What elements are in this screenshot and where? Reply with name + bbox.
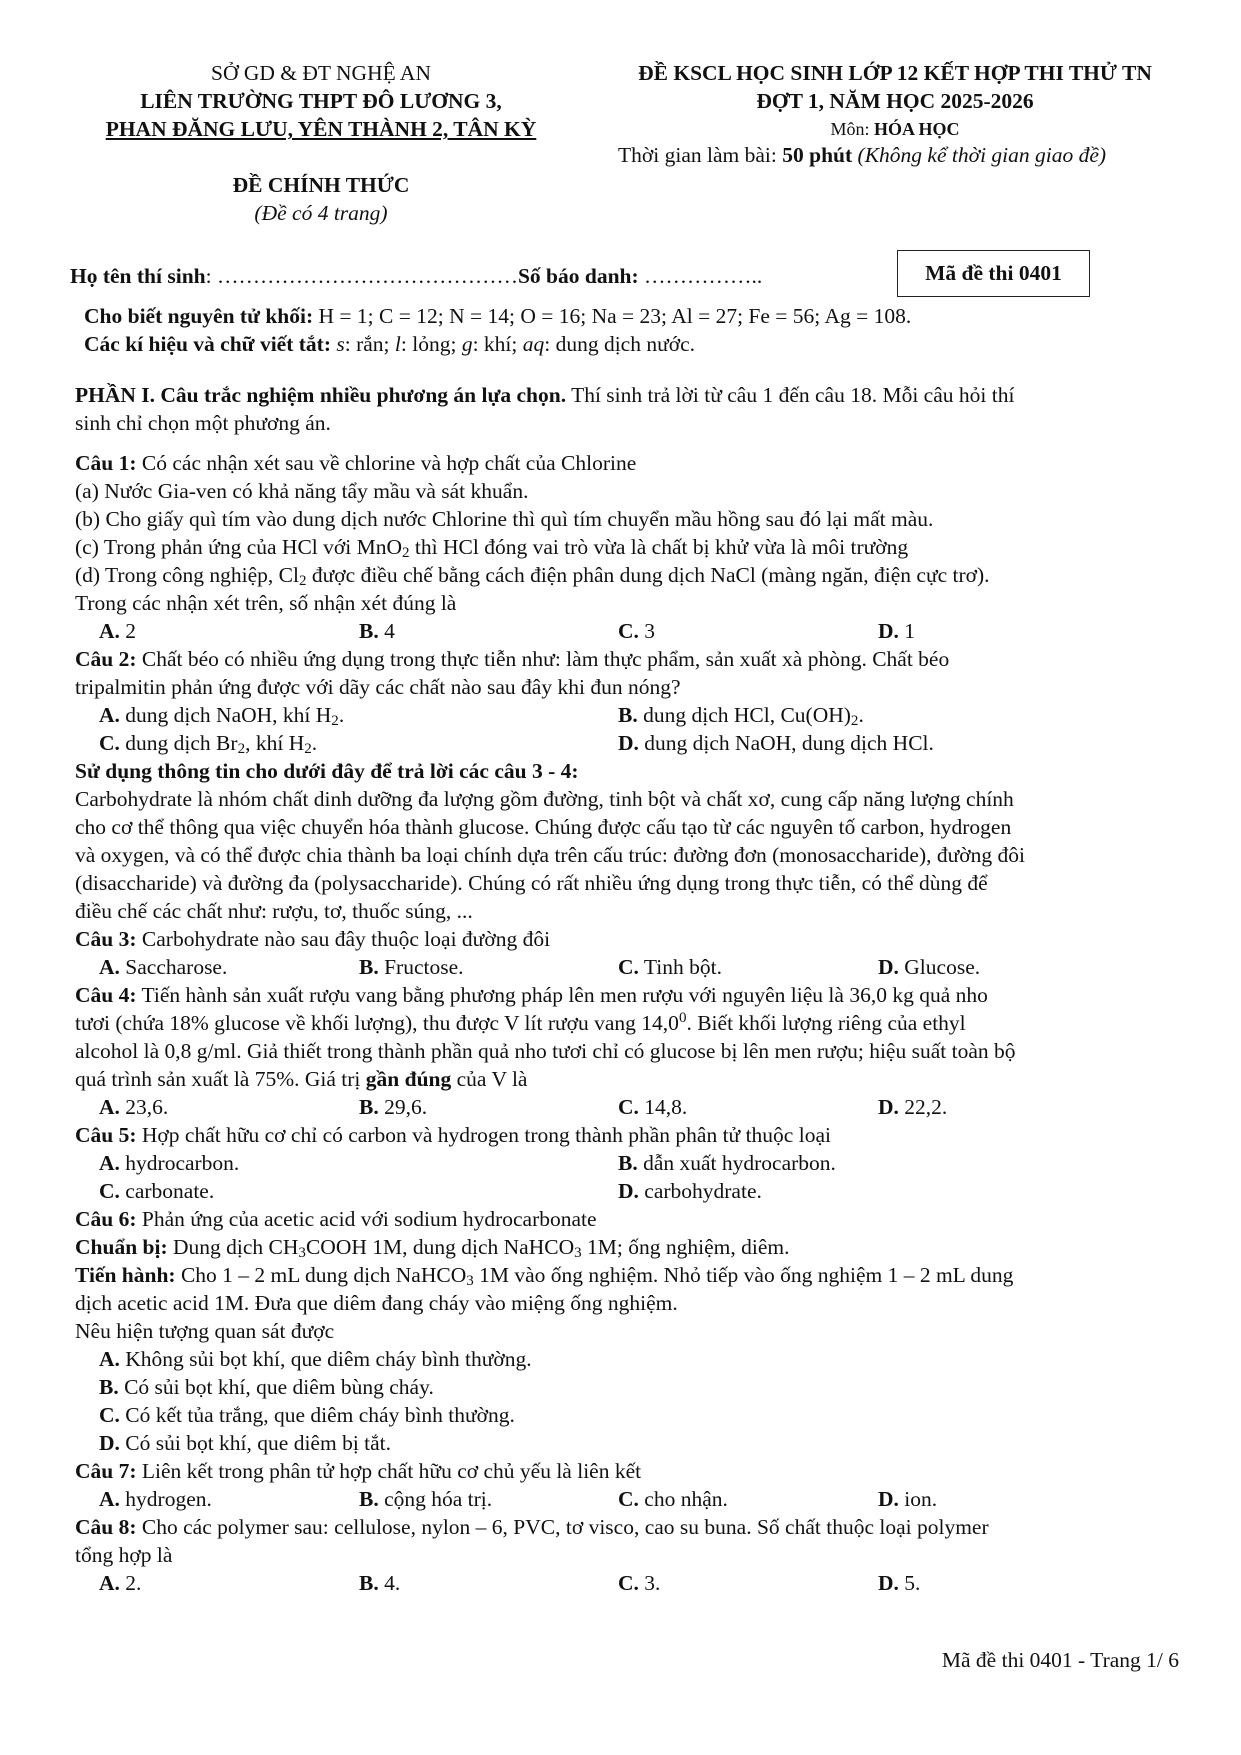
q8-option-c[interactable]: C. 3. [618,1571,661,1595]
part1-desc-2: sinh chỉ chọn một phương án. [75,411,331,435]
q3-option-b[interactable]: B. Fructose. [359,955,464,979]
q4-stem-3: alcohol là 0,8 g/ml. Giả thiết trong thành phần quả nho tươi chỉ có glucose bị lên men rượu; hiệu suất toàn bộ [75,1039,1016,1063]
atomic-mass-line [84,303,911,331]
q2-option-a[interactable]: A. dung dịch NaOH, khí $H_2$. [99,703,345,729]
q6-option-d[interactable]: D. Có sủi bọt khí, que diêm bị tắt. [99,1431,392,1455]
student-name-dots: : …………………………………… [205,264,518,288]
q1-stem: Câu 1: Có các nhận xét sau về chlorine và hợp chất của Chlorine [75,451,637,475]
q5-option-b[interactable]: B. dẫn xuất hydrocarbon. [618,1151,836,1175]
symbols-line: Các kí hiệu và chữ viết tắt: s: rắn; l: lỏng; g: khí; aq: dung dịch nước. [84,332,696,356]
q1-option-b[interactable]: B. 4 [359,619,395,643]
q2-option-d[interactable]: D. dung dịch NaOH, dung dịch HCl. [618,731,934,755]
info34-p2: cho cơ thể thông qua việc chuyển hóa thành glucose. Chúng được cấu tạo từ các nguyên tố carbon, hydrogen [75,815,1012,839]
q5-stem: Câu 5: Hợp chất hữu cơ chỉ có carbon và hydrogen trong thành phần phân tử thuộc loại [75,1123,831,1147]
q7-option-c[interactable]: C. cho nhận. [618,1487,728,1511]
q5-option-a[interactable]: A. hydrocarbon. [99,1151,240,1175]
info34-p4: (disaccharide) và đường đa (polysaccharide). Chúng có rất nhiều ứng dụng trong thực tiễn, có thể dùng để [75,871,988,895]
sbd-dots: …………….. [644,264,763,288]
q8-stem: Câu 8: Cho các polymer sau: cellulose, nylon – 6, PVC, tơ visco, cao su buna. Số chất thuộc loại polymer [75,1515,989,1539]
q1-option-d[interactable]: D. 1 [878,619,916,643]
school-name-2: PHAN ĐĂNG LƯU, YÊN THÀNH 2, TÂN KỲ [105,117,537,141]
school-name-1: LIÊN TRƯỜNG THPT ĐÔ LƯƠNG 3, [140,89,502,113]
q4-option-c[interactable]: C. 14,8. [618,1095,688,1119]
q4-stem-4: quá trình sản xuất là 75%. Giá trị gần đúng của V là [75,1067,528,1091]
atomic-mass-label: Cho biết nguyên tử khối: [84,304,314,328]
q2-stem-2: tripalmitin phản ứng được với dãy các chất nào sau đây khi đun nóng? [75,675,681,699]
q6-prep: Chuẩn bị: Dung dịch $CH_3COOH$ 1M, dung dịch NaHCO$_3$ 1M; ống nghiệm, diêm. [75,1235,790,1261]
q4-option-d[interactable]: D. 22,2. [878,1095,948,1119]
q8-option-a[interactable]: A. 2. [99,1571,142,1595]
q1-statement-a: (a) Nước Gia-ven có khả năng tẩy mầu và sát khuẩn. [75,479,529,503]
exam-title-1: ĐỀ KSCL HỌC SINH LỚP 12 KẾT HỢP THI THỬ TN [638,61,1152,85]
q8-option-d[interactable]: D. 5. [878,1571,921,1595]
q1-option-a[interactable]: A. 2 [99,619,137,643]
q6-procedure: Tiến hành: Cho 1 – 2 mL dung dịch NaHCO$_3$ 1M vào ống nghiệm. Nhỏ tiếp vào ống nghiệm 1 – 2 mL dung [75,1263,1014,1289]
q6-ask: Nêu hiện tượng quan sát được [75,1319,335,1343]
student-line [70,263,762,291]
q1-ask: Trong các nhận xét trên, số nhận xét đúng là [75,591,457,615]
info34-label: Sử dụng thông tin cho dưới đây để trả lời các câu 3 - 4: [75,759,579,783]
q2-option-c[interactable]: C. dung dịch $Br_2$, khí $H_2$. [99,731,318,757]
q7-stem: Câu 7: Liên kết trong phân tử hợp chất hữu cơ chủ yếu là liên kết [75,1459,642,1483]
q6-procedure-2: dịch acetic acid 1M. Đưa que diêm đang cháy vào miệng ống nghiệm. [75,1291,678,1315]
q5-option-c[interactable]: C. carbonate. [99,1179,215,1203]
q6-option-c[interactable]: C. Có kết tủa trắng, que diêm cháy bình thường. [99,1403,515,1427]
time-note: (Không kể thời gian giao đề) [857,143,1107,167]
part1-desc: Thí sinh trả lời từ câu 1 đến câu 18. Mỗi câu hỏi thí [566,383,1015,407]
atomic-mass-values: H = 1; C = 12; N = 14; O = 16; Na = 23; Al = 27; Fe = 56; Ag = 108. [313,304,912,328]
q4-stem: Câu 4: Tiến hành sản xuất rượu vang bằng phương pháp lên men rượu với nguyên liệu là 36,0 kg quả nho [75,983,988,1007]
info34-p5: điều chế các chất như: rượu, tơ, thuốc súng, ... [75,899,473,923]
q6-stem: Câu 6: Phản ứng của acetic acid với sodium hydrocarbonate [75,1207,597,1231]
info34-p1: Carbohydrate là nhóm chất dinh dưỡng đa lượng gồm đường, tinh bột và chất xơ, cung cấp năng lượng chính [75,787,1014,811]
time-line [618,142,1106,170]
exam-title-2: ĐỢT 1, NĂM HỌC 2025-2026 [756,89,1034,113]
q6-option-b[interactable]: B. Có sủi bọt khí, que diêm bùng cháy. [99,1375,434,1399]
student-name-label: Họ tên thí sinh [70,264,206,288]
page-footer: Mã đề thi 0401 - Trang 1/ 6 [941,1648,1179,1672]
symbols-label: Các kí hiệu và chữ viết tắt: [84,332,331,356]
q2-stem: Câu 2: Chất béo có nhiều ứng dụng trong thực tiễn như: làm thực phẩm, sản xuất xà phòng. Chất béo [75,647,950,671]
part1-title: PHẦN I. Câu trắc nghiệm nhiều phương án lựa chọn. [75,383,567,407]
q8-stem-2: tổng hợp là [75,1543,173,1567]
q2-option-b[interactable]: B. dung dịch HCl, $Cu(OH)_2$. [618,703,864,729]
info34-p3: và oxygen, và có thể được chia thành ba loại chính dựa trên cấu trúc: đường đơn (monosaccharide), đường đôi [75,843,1025,867]
q1-statement-d: (d) Trong công nghiệp, $Cl_2$ được điều chế bằng cách điện phân dung dịch NaCl (màng ngăn, điện cực trơ). [75,563,990,589]
subject: HÓA HỌC [874,119,960,139]
q3-option-c[interactable]: C. Tinh bột. [618,955,722,979]
sbd-label: Số báo danh: [517,264,645,288]
part1-title-line [75,382,1014,410]
q1-statement-c: (c) Trong phản ứng của HCl với MnO$_2$ thì HCl đóng vai trò vừa là chất bị khử vừa là môi trường [75,535,909,561]
exam-code-box: Mã đề thi 0401 [897,250,1090,297]
q3-stem: Câu 3: Carbohydrate nào sau đây thuộc loại đường đôi [75,927,551,951]
dept-name: SỞ GD & ĐT NGHỆ AN [211,61,431,85]
page-count: (Đề có 4 trang) [254,201,388,225]
q7-option-a[interactable]: A. hydrogen. [99,1487,212,1511]
subject-line [590,116,1200,144]
subject-label: Môn: [830,119,874,139]
q1-statement-b: (b) Cho giấy quì tím vào dung dịch nước Chlorine thì quì tím chuyển mầu hồng sau đó lại mất màu. [75,507,934,531]
q7-option-b[interactable]: B. cộng hóa trị. [359,1487,493,1511]
q6-option-a[interactable]: A. Không sủi bọt khí, que diêm cháy bình thường. [99,1347,532,1371]
time-value: 50 phút [782,143,853,167]
q8-option-b[interactable]: B. 4. [359,1571,401,1595]
q4-option-b[interactable]: B. 29,6. [359,1095,428,1119]
q3-option-d[interactable]: D. Glucose. [878,955,981,979]
time-label: Thời gian làm bài: [618,143,783,167]
q5-option-d[interactable]: D. carbohydrate. [618,1179,762,1203]
official-label: ĐỀ CHÍNH THỨC [232,173,410,197]
q1-option-c[interactable]: C. 3 [618,619,656,643]
q4-option-a[interactable]: A. 23,6. [99,1095,169,1119]
q7-option-d[interactable]: D. ion. [878,1487,938,1511]
q3-option-a[interactable]: A. Saccharose. [99,955,228,979]
q4-stem-2: tươi (chứa 18% glucose về khối lượng), thu được V lít rượu vang 14,0$^0$. Biết khối lượng riêng của ethyl [75,1010,966,1035]
